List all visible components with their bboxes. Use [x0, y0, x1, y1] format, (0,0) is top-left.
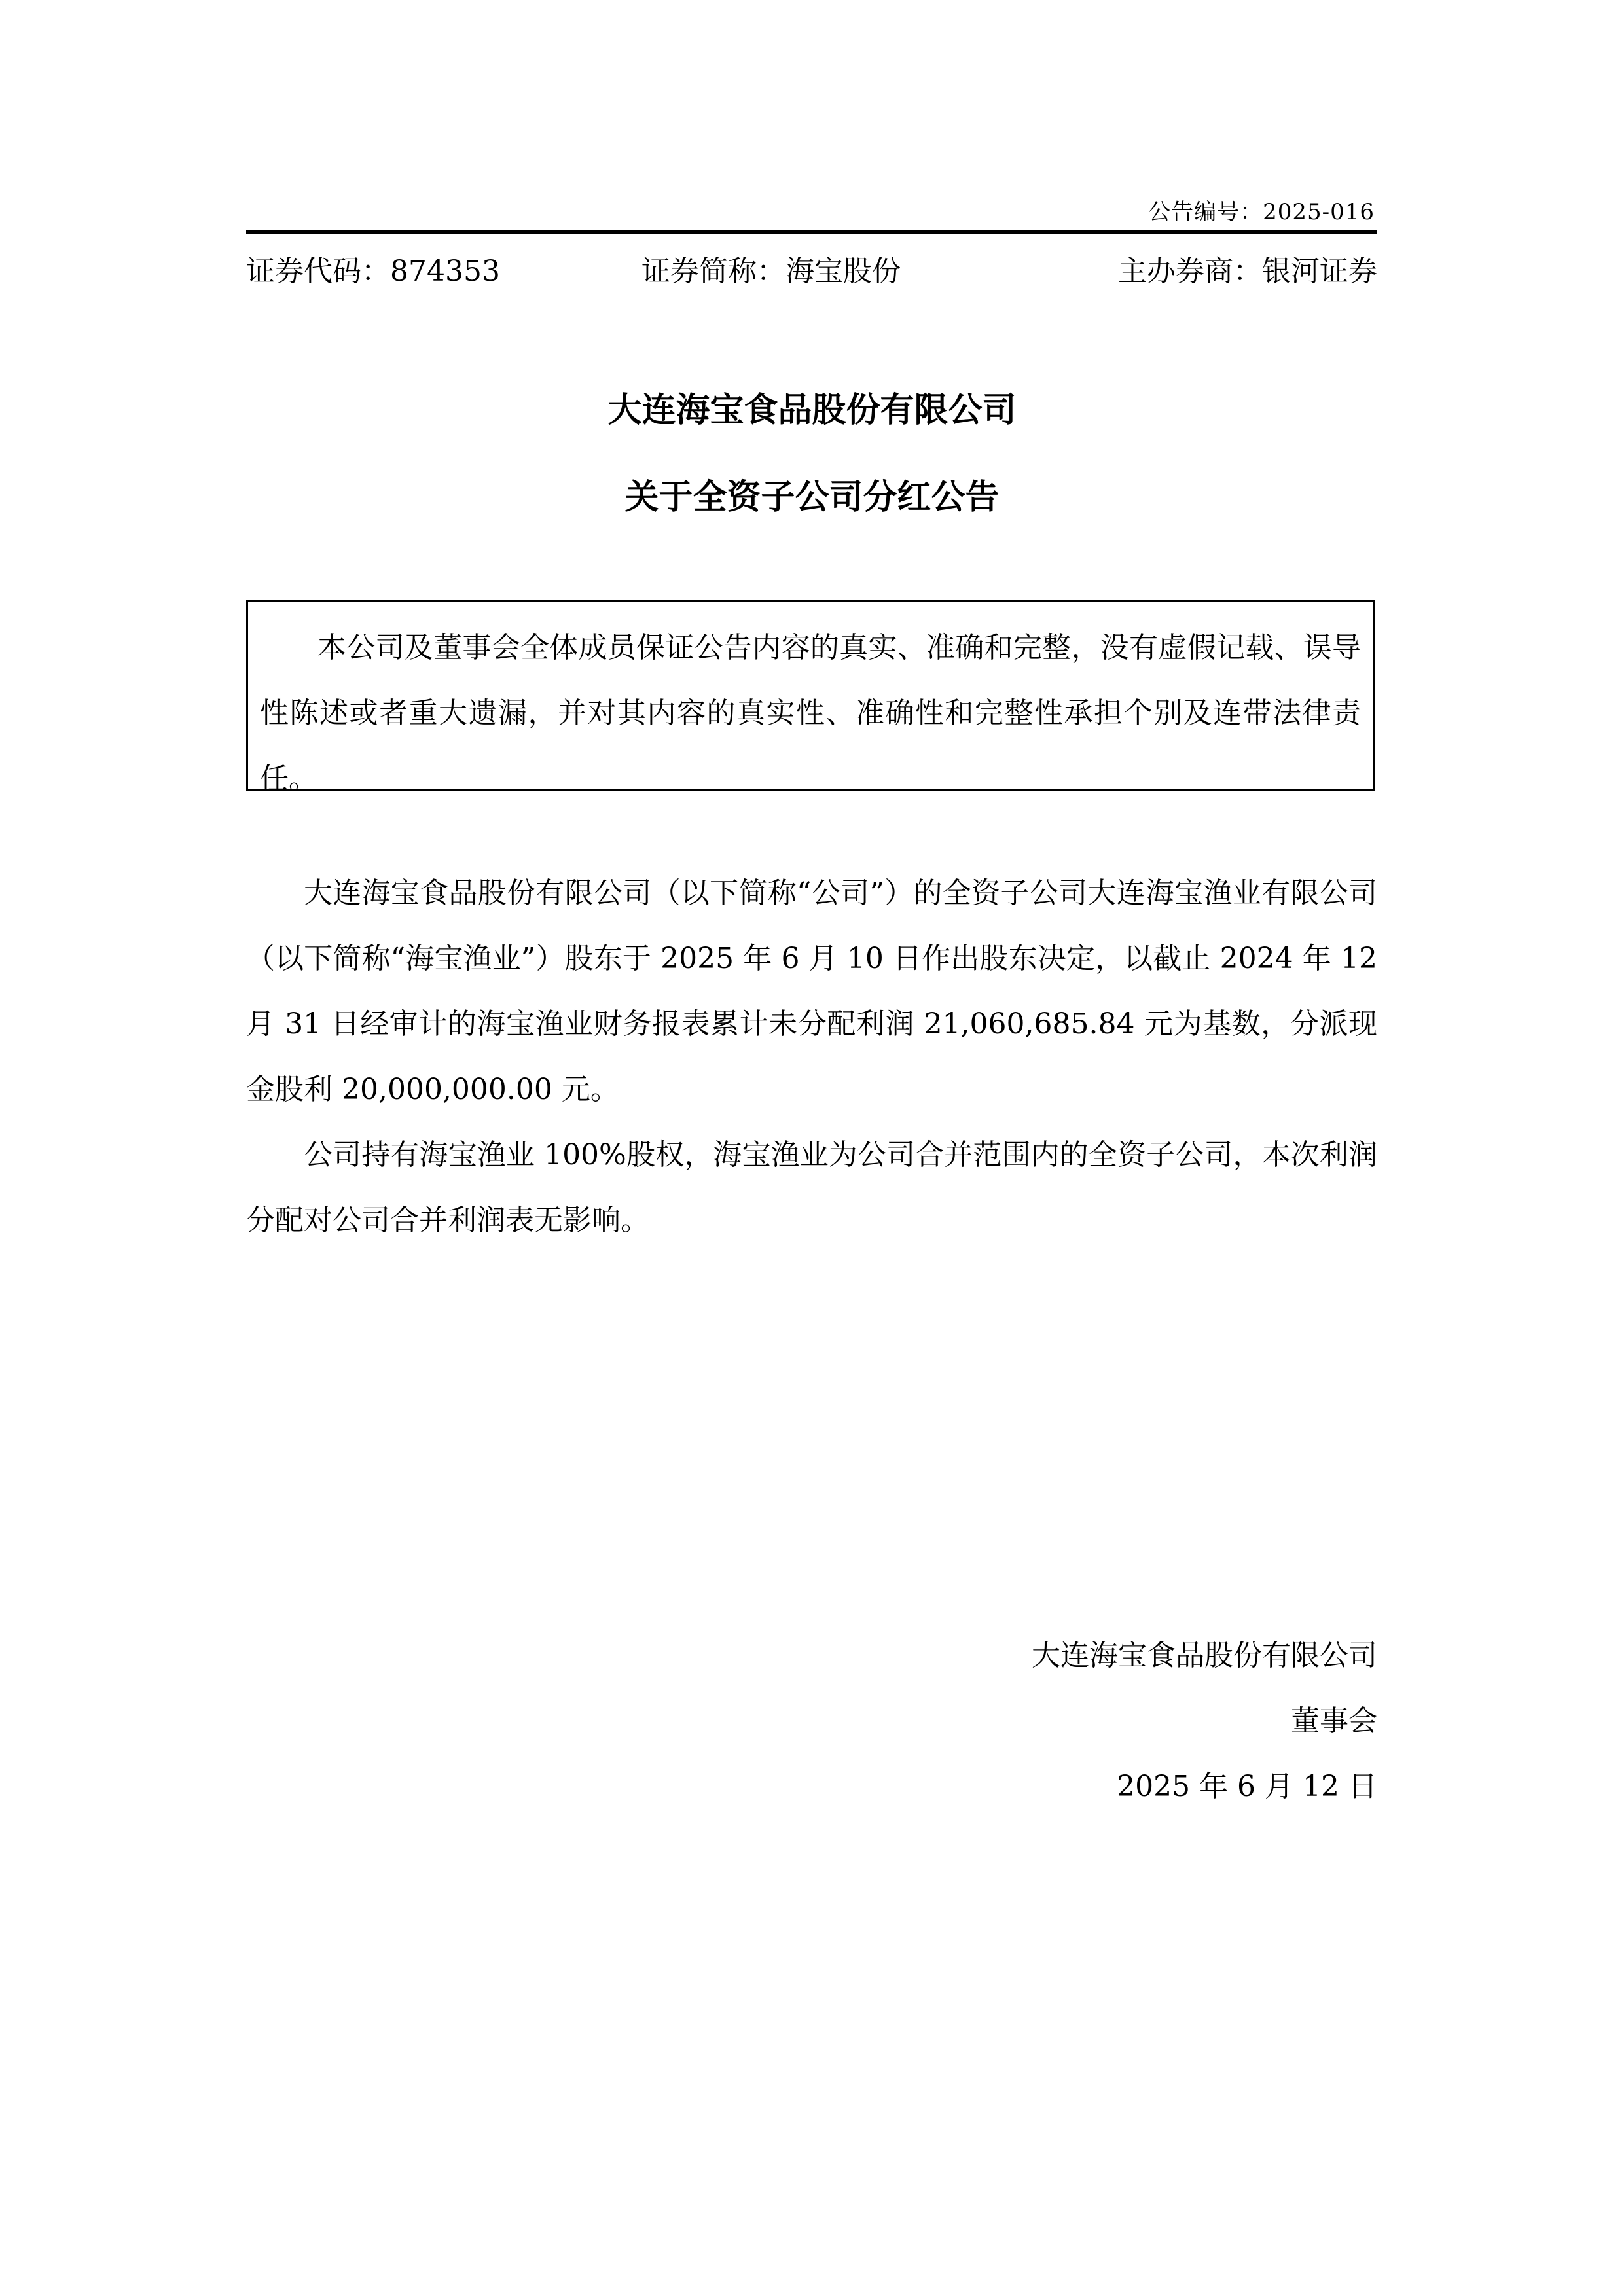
notice-number: 公告编号：2025-016 — [1148, 199, 1375, 225]
signature-board: 董事会 — [1291, 1704, 1377, 1738]
document-title-company: 大连海宝食品股份有限公司 — [607, 391, 1017, 430]
statement-box — [246, 600, 1375, 795]
signature-date: 2025 年 6 月 12 日 — [1117, 1770, 1377, 1803]
header-divider — [246, 230, 1377, 234]
statement-text: 本公司及董事会全体成员保证公告内容的真实、准确和完整，没有虚假记载、误导性陈述或者重大遗漏，并对其内容的真实性、准确性和完整性承担个别及连带法律责任。 — [260, 631, 1361, 795]
security-code: 证券代码：874353 — [246, 255, 500, 288]
signature-company: 大连海宝食品股份有限公司 — [1032, 1639, 1377, 1672]
body-paragraph-dividend: 大连海宝食品股份有限公司（以下简称“公司”）的全资子公司大连海宝渔业有限公司（以下简称“海宝渔业”）股东于 2025 年 6 月 10 日作出股东决定，以截止 2024 年 12 月 31 日经审计的海宝渔业财务报表累计未分配利润 21,060,685.84 元为基数，分派现金股利 20,000,000.00 元。 — [246, 876, 1377, 1106]
body-paragraph-impact: 公司持有海宝渔业 100%股权，海宝渔业为公司合并范围内的全资子公司，本次利润分配对公司合并利润表无影响。 — [246, 1138, 1377, 1237]
document-title-subject: 关于全资子公司分红公告 — [624, 478, 1000, 517]
security-short-name: 证券简称：海宝股份 — [641, 255, 901, 288]
sponsor-broker: 主办券商：银河证券 — [1118, 255, 1377, 288]
